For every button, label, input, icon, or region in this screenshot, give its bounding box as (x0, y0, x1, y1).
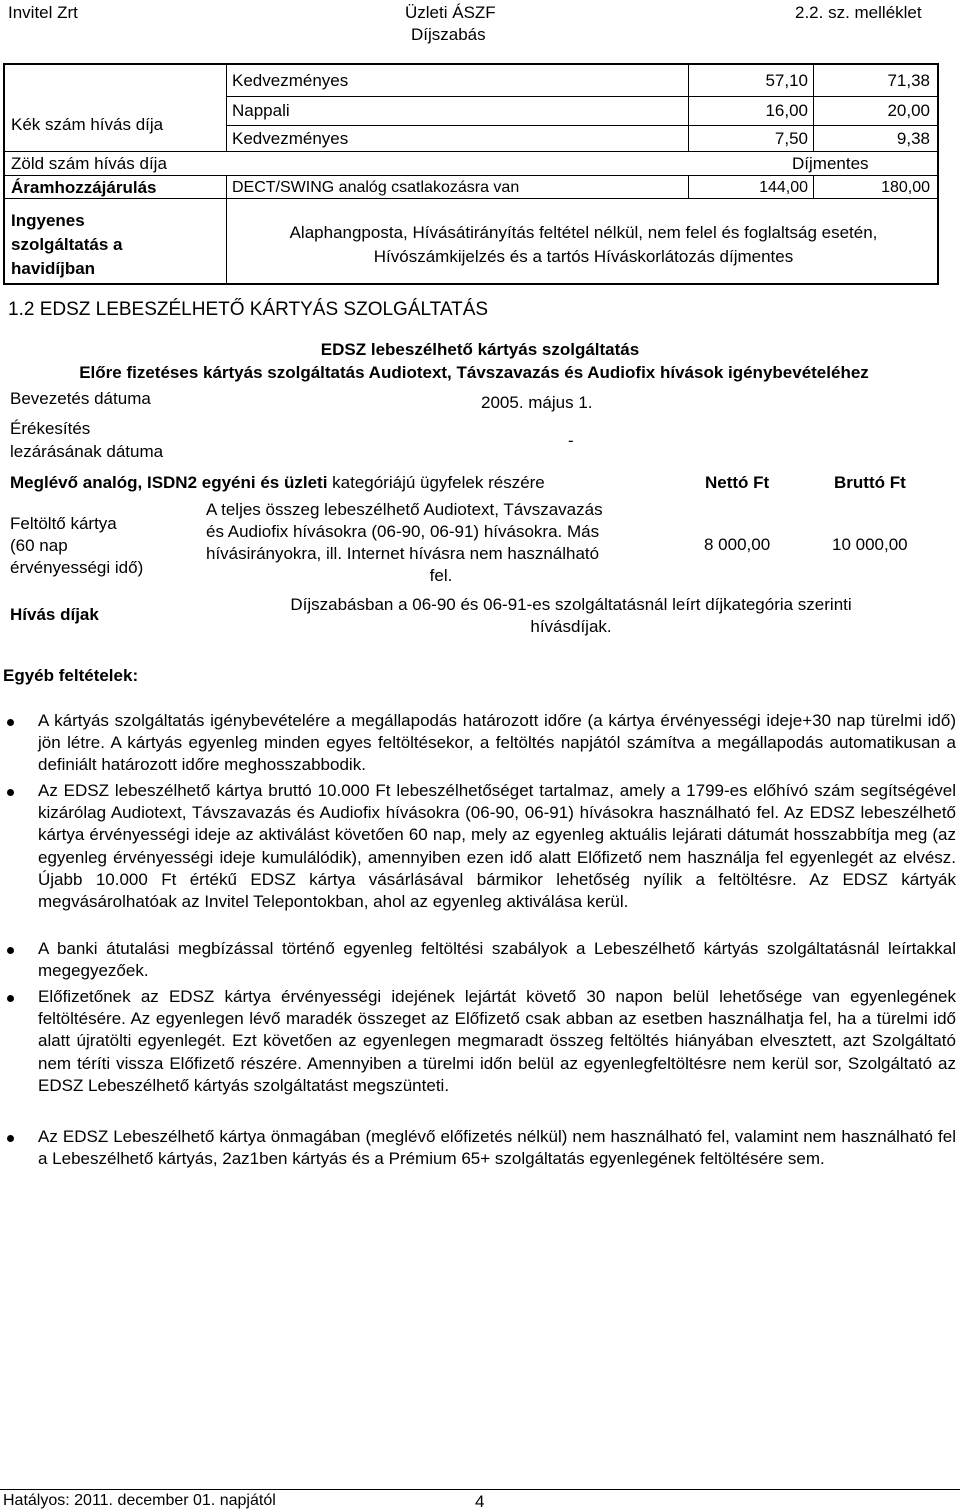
call-fees-label: Hívás díjak (10, 605, 99, 624)
free-services-label-2: szolgáltatás a (11, 235, 123, 254)
net-value: 7,50 (774, 129, 808, 148)
rate-type: Kedvezményes (232, 71, 349, 90)
gross-value: 20,00 (887, 101, 930, 120)
document-subtitle: Díjszabás (411, 25, 486, 44)
annex-label: 2.2. sz. melléklet (795, 3, 922, 22)
topup-card-label (10, 513, 143, 579)
intro-date-label: Bevezetés dátuma (10, 389, 151, 408)
intro-date-value: 2005. május 1. (481, 393, 593, 412)
call-fees-desc-line: Díjszabásban a 06-90 és 06-91-es szolgáltatásnál leírt díjkategória szerinti (290, 595, 852, 614)
bullet-icon (7, 947, 14, 954)
condition-paragraph: Az EDSZ lebeszélhető kártya bruttó 10.000 Ft lebeszélhetőséget tartalmaz, amely a 1799-es előhívó szám segítségével kizárólag Audiotext, Távszavazás és Audiofix hívásokra (06-90, 06-91) hívásokra használható fel. Az EDSZ lebeszélhető kártya érvényességi ideje az aktiválást követően 60 nap, mely az egyenleg aktuális lejárati dátumát hosszabbítja meg (az egyenleg érvényességi ideje kumulálódik), amennyiben ezen idő alatt Előfizető nem használja fel egyenlegét az elvész. Újabb 10.000 Ft értékű EDSZ kártya vásárlásával bármikor lehetőség nyílik a feltöltésre. Az EDSZ kártyák megvásárolhatóak az Invitel Telepontokban, ahol az egyenleg aktiválása kerül. (38, 781, 956, 912)
rate-type: Kedvezményes (232, 129, 349, 148)
green-number-label: Zöld szám hívás díja (11, 154, 167, 173)
net-value: 57,10 (765, 71, 808, 90)
customer-category-rest: kategóriájú ügyfelek részére (327, 473, 545, 492)
call-fees-description (200, 594, 942, 638)
effective-date: Hatályos: 2011. december 01. napjától (3, 1492, 276, 1509)
topup-card-label-line: (60 nap (10, 536, 68, 555)
power-fee-label: Áramhozzájárulás (11, 178, 157, 197)
company-name: Invitel Zrt (8, 3, 78, 22)
net-value: 144,00 (759, 179, 808, 196)
topup-card-gross: 10 000,00 (832, 535, 908, 554)
net-ft-header: Nettó Ft (705, 473, 770, 492)
gross-ft-header: Bruttó Ft (834, 473, 906, 492)
condition-paragraph: Előfizetőnek az EDSZ kártya érvényességi idejének lejártát követő 30 napon belül lehetősége van egyenlegének feltöltésére. Az egyenlegen lévő maradék összeget az Előfizető csak abban az esetben használhatja fel, ha a türelmi idő alatt újratölti egyenlegét. Ezt követően az egyenlegen megmaradt összeg feltöltés hiányában elvesztett, azt Szolgáltató nem téríti vissza Előfizető részére. Amennyiben a türelmi időn belül az egyenlegfeltöltésre nem kerül sor, Szolgáltató az EDSZ Lebeszélhető kártyás szolgáltatást megszünteti. (38, 987, 956, 1095)
gross-value: 71,38 (887, 71, 930, 90)
close-date-label-2: lezárásának dátuma (10, 442, 164, 461)
topup-card-label-line: Feltöltő kártya (10, 514, 117, 533)
bullet-icon (7, 1135, 14, 1142)
topup-card-desc-line: hívásirányokra, ill. Internet hívásra nem használható (206, 544, 600, 563)
topup-card-description (206, 499, 706, 587)
document-title: Üzleti ÁSZF (405, 3, 496, 22)
net-value: 16,00 (765, 101, 808, 120)
blue-number-label: Kék szám hívás díja (11, 115, 164, 134)
free-services-desc-2: Hívószámkijelzés és a tartós Híváskorlátozás díjmentes (373, 247, 794, 266)
customer-category (10, 473, 545, 493)
other-conditions-heading: Egyéb feltételek: (3, 666, 139, 685)
service-subtitle: Előre fizetéses kártyás szolgáltatás Audiotext, Távszavazás és Audiofix hívások igénybevételéhez (79, 363, 869, 382)
topup-card-desc-line: fel. (429, 566, 453, 585)
condition-paragraph: A kártyás szolgáltatás igénybevételére a megállapodás határozott időre (a kártya érvényességi ideje+30 nap türelmi idő) jön létre. A kártyás egyenleg minden egyes feltöltésekor, a feltöltés napjától számítva a megállapodás automatikusan a definiált határozott időre meghosszabbodik. (38, 711, 956, 775)
free-of-charge-value: Díjmentes (792, 154, 869, 173)
section-heading: 1.2 EDSZ LEBESZÉLHETŐ KÁRTYÁS SZOLGÁLTATÁS (8, 299, 489, 320)
page-number: 4 (475, 1492, 485, 1511)
free-services-label-3: havidíjban (11, 259, 96, 278)
condition-paragraph: Az EDSZ Lebeszélhető kártya önmagában (meglévő előfizetés nélkül) nem használható fel, valamint nem használható fel a Lebeszélhető kártyás, 2az1ben kártyás és a Prémium 65+ szolgáltatás egyenlegének feltöltésére sem. (38, 1127, 956, 1169)
rate-type: Nappali (232, 101, 290, 120)
call-fees-desc-line: hívásdíjak. (530, 617, 612, 636)
topup-card-desc-line: A teljes összeg lebeszélhető Audiotext, Távszavazás (206, 500, 603, 519)
footer-rule (0, 1489, 960, 1490)
bullet-icon (7, 995, 14, 1002)
free-services-desc-1: Alaphangposta, Hívásátirányítás feltétel nélkül, nem felel és foglaltság esetén, (289, 223, 878, 242)
gross-value: 180,00 (881, 179, 930, 196)
free-services-label-1: Ingyenes (11, 211, 85, 230)
close-date-label-1: Érékesítés (10, 419, 91, 438)
service-title: EDSZ lebeszélhető kártyás szolgáltatás (320, 340, 640, 359)
fee-table (3, 63, 939, 285)
close-date-value: - (568, 431, 574, 450)
bullet-icon (7, 719, 14, 726)
condition-paragraph: A banki átutalási megbízással történő egyenleg feltöltési szabályok a Lebeszélhető kártyás szolgáltatásnál leírtakkal megegyezőek. (38, 939, 956, 981)
gross-value: 9,38 (896, 129, 930, 148)
bullet-icon (7, 789, 14, 796)
topup-card-desc-line: és Audiofix hívásokra (06-90, 06-91) hívásokra. Más (206, 522, 600, 541)
topup-card-label-line: érvényességi idő) (10, 558, 144, 577)
topup-card-net: 8 000,00 (704, 535, 771, 554)
customer-category-bold: Meglévő analóg, ISDN2 egyéni és üzleti (10, 473, 328, 492)
power-fee-description: DECT/SWING analóg csatlakozásra van (232, 179, 520, 196)
